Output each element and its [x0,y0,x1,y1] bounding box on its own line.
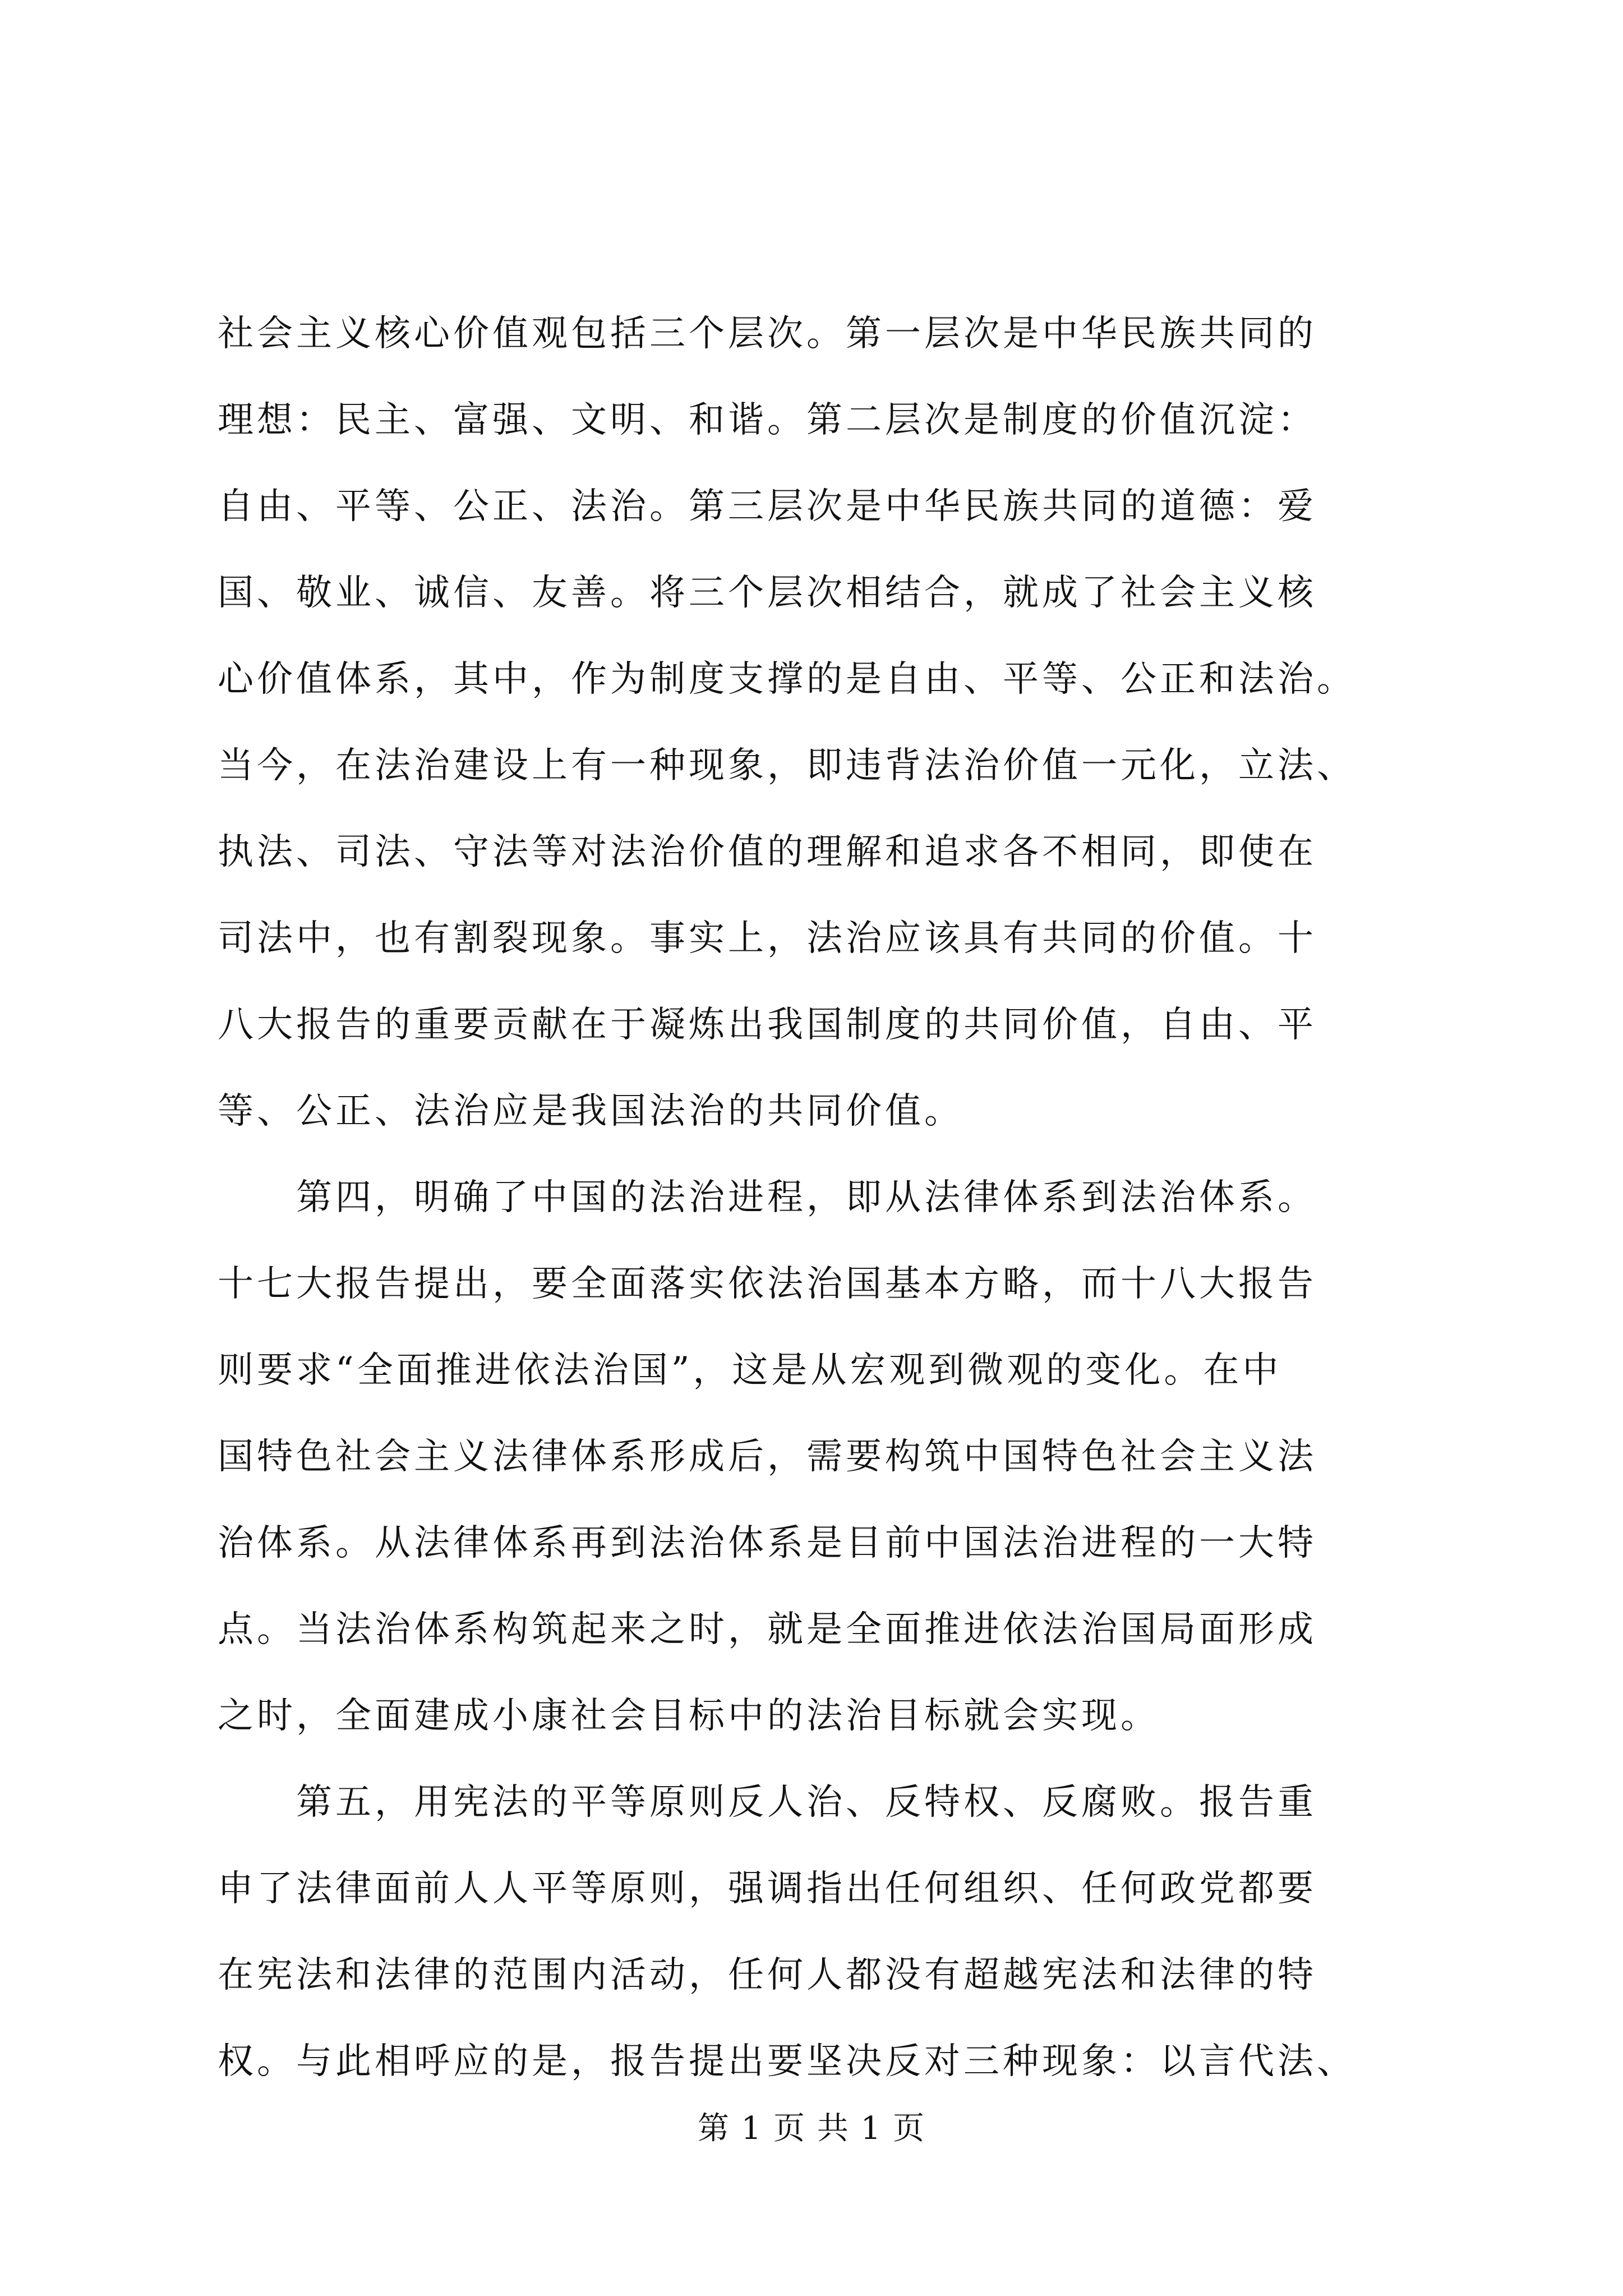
text-line: 之时，全面建成小康社会目标中的法治目标就会实现。 [218,1695,1160,1737]
text-line: 司法中，也有割裂现象。事实上，法治应该具有共同的价值。十 [218,918,1317,959]
text-line: 在宪法和法律的范围内活动，任何人都没有超越宪法和法律的特 [218,1954,1317,1996]
text-line: 国特色社会主义法律体系形成后，需要构筑中国特色社会主义法 [218,1436,1317,1478]
text-line: 第五，用宪法的平等原则反人治、反特权、反腐败。报告重 [218,1782,1317,1823]
text-line: 执法、司法、守法等对法治价值的理解和追求各不相同，即使在 [218,831,1317,873]
text-line: 理想：民主、富强、文明、和谐。第二层次是制度的价值沉淀： [218,399,1317,441]
text-line: 当今，在法治建设上有一种现象，即违背法治价值一元化，立法、 [218,745,1356,786]
text-line: 八大报告的重要贡献在于凝炼出我国制度的共同价值，自由、平 [218,1004,1317,1046]
text-line: 权。与此相呼应的是，报告提出要坚决反对三种现象：以言代法、 [218,2041,1356,2082]
text-line: 等、公正、法治应是我国法治的共同价值。 [218,1091,963,1132]
text-line: 十七大报告提出，要全面落实依法治国基本方略，而十八大报告 [218,1263,1317,1305]
text-line: 第四，明确了中国的法治进程，即从法律体系到法治体系。 [218,1177,1317,1218]
text-line: 心价值体系，其中，作为制度支撑的是自由、平等、公正和法治。 [218,659,1356,700]
text-line: 点。当法治体系构筑起来之时，就是全面推进依法治国局面形成 [218,1609,1317,1650]
text-line: 社会主义核心价值观包括三个层次。第一层次是中华民族共同的 [218,313,1317,355]
text-line: 国、敬业、诚信、友善。将三个层次相结合，就成了社会主义核 [218,572,1317,614]
text-line: 申了法律面前人人平等原则，强调指出任何组织、任何政党都要 [218,1868,1317,1910]
text-line: 则要求“全面推进依法治国”，这是从宏观到微观的变化。在中 [218,1350,1282,1391]
text-line: 自由、平等、公正、法治。第三层次是中华民族共同的道德：爱 [218,486,1317,527]
text-line: 治体系。从法律体系再到法治体系是目前中国法治进程的一大特 [218,1522,1317,1564]
page-footer: 第 1 页 共 1 页 [697,2110,926,2147]
